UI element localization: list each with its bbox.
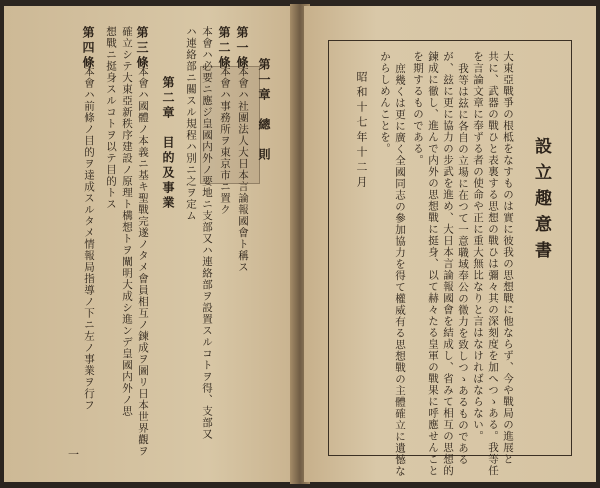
declaration-line: を言論文章に奉ずる者の使命や正に重大無比なりと言はなければならない。	[472, 51, 484, 442]
declaration-frame	[328, 40, 572, 477]
declaration-line: を期するものである。	[412, 51, 424, 166]
declaration-line: 共に、武器の戰ひと表裏する思想の戰ひは彌々其の深刻度を加へつゝある。我等任	[487, 51, 499, 477]
chapter-2-heading: 第二章 目的及事業	[161, 76, 175, 211]
article-3-label: 第三條	[135, 26, 149, 71]
right-page	[304, 6, 596, 482]
declaration-line: が、玆に更に協力の步武を進め、大日本言論報國會を結成し、省みて相互の思想的	[442, 51, 454, 477]
article-3-text-cont: 確立シテ大東亞新秩序建設ノ原理ト構想トヲ闡明大成シ進ンデ皇國内外ノ思	[121, 26, 133, 417]
declaration-line: 庶幾くは更に廣く全國同志の參加協力を得て權威有る思想戰の主體確立に遺憾な	[394, 63, 406, 477]
declaration-line: 大東亞戰爭の根柢をなすものは實に彼我の思想戰に他ならず、今や戰局の進展と	[502, 51, 514, 465]
declaration-line: 鍊成に徹し、進んで内外の思想戰に挺身、以て赫々たる皇軍の戰果に呼應せんこと	[427, 51, 439, 477]
declaration-title: 設立趣意書	[531, 137, 551, 267]
article-3-text-end: 想戰ニ挺身スルコトヲ以テ目的トス	[105, 26, 117, 210]
left-page	[4, 6, 296, 482]
article-4-text: 本會ハ前條ノ目的ヲ達成スルタメ情報局指導ノ下ニ左ノ事業ヲ行フ	[83, 66, 95, 411]
article-2-clause: 本會ハ必要ニ應ジ皇國内外ノ要地ニ支部又ハ連絡部ヲ設置スルコトヲ得、支部又	[201, 26, 213, 440]
article-2-clause-cont: ハ連絡部ニ關スル規程ハ別ニ之ヲ定ム	[185, 26, 197, 222]
chapter-1-heading: 第一章 總 則	[257, 58, 271, 163]
declaration-line: からしめんことを。	[379, 51, 391, 155]
article-1-text: 本會ハ社團法人大日本言論報國會ト稱ス	[237, 66, 249, 273]
article-2-label: 第二條	[217, 26, 231, 71]
article-3-text: 本會ハ國體ノ本義ニ基キ聖戰完遂ノタメ會員相互ノ鍊成ヲ圖リ日本世界觀ヲ	[137, 66, 149, 457]
article-4-label: 第四條	[81, 26, 95, 71]
article-2-text: 本會ハ事務所ヲ東京市ニ置ク	[219, 66, 231, 216]
declaration-date: 昭和十七年十二月	[355, 71, 368, 191]
article-1-label: 第一條	[235, 26, 249, 71]
declaration-line: 我等は玆に各自の立場に在つて一意職域奉公の微力を致しつゝあるものである	[457, 63, 469, 466]
page-number: 一	[68, 448, 79, 461]
